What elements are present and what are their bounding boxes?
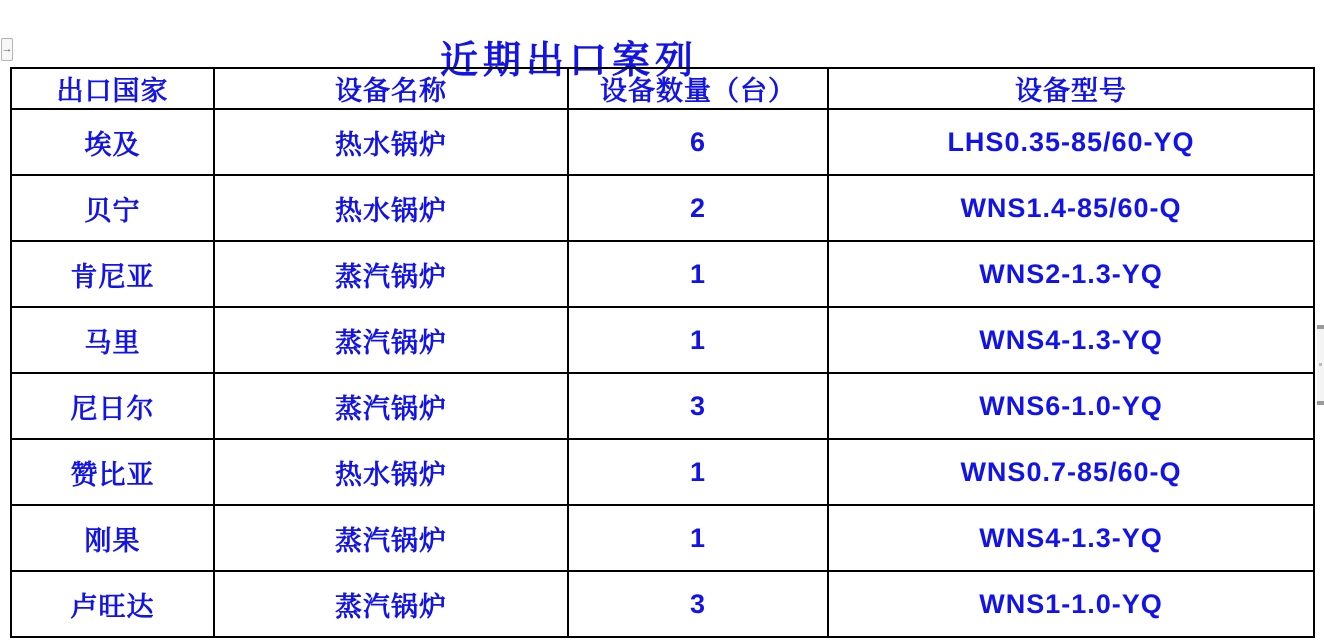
column-header-model: 设备型号	[828, 68, 1314, 109]
scrollbar-top-cap	[1317, 325, 1324, 329]
table-cell: WNS6-1.0-YQ	[828, 373, 1314, 439]
scrollbar-grip-dot	[1319, 363, 1322, 366]
table-cell: 6	[568, 109, 828, 175]
right-arrow-icon: →	[1, 43, 13, 55]
table-body	[11, 109, 1314, 637]
table-cell: 热水锅炉	[214, 439, 568, 505]
table-row	[11, 307, 1314, 373]
table-row	[11, 175, 1314, 241]
table-cell: WNS4-1.3-YQ	[828, 307, 1314, 373]
table-cell: 蒸汽锅炉	[214, 373, 568, 439]
table-cell: 蒸汽锅炉	[214, 307, 568, 373]
table-cell: 蒸汽锅炉	[214, 241, 568, 307]
table-cell: 蒸汽锅炉	[214, 505, 568, 571]
table-row	[11, 571, 1314, 637]
expand-panel-button[interactable]	[1, 38, 13, 61]
table-cell: WNS4-1.3-YQ	[828, 505, 1314, 571]
table-cell: 刚果	[11, 505, 214, 571]
scrollbar-bottom-cap	[1317, 401, 1324, 405]
table-row	[11, 373, 1314, 439]
table-cell: 1	[568, 439, 828, 505]
table-cell: 3	[568, 373, 828, 439]
table-cell: 1	[568, 307, 828, 373]
table-cell: 卢旺达	[11, 571, 214, 637]
table-row	[11, 241, 1314, 307]
table-cell: 赞比亚	[11, 439, 214, 505]
table-cell: 1	[568, 505, 828, 571]
table-cell: 热水锅炉	[214, 175, 568, 241]
table-cell: 3	[568, 571, 828, 637]
table-cell: 埃及	[11, 109, 214, 175]
table-cell: WNS1.4-85/60-Q	[828, 175, 1314, 241]
table-header-row	[11, 68, 1314, 109]
table-row	[11, 109, 1314, 175]
table-cell: 2	[568, 175, 828, 241]
export-cases-table	[10, 67, 1315, 638]
column-header-equipment-name: 设备名称	[214, 68, 568, 109]
table-cell: 1	[568, 241, 828, 307]
vertical-scrollbar-fragment[interactable]	[1317, 325, 1324, 405]
table-cell: 肯尼亚	[11, 241, 214, 307]
table-cell: 热水锅炉	[214, 109, 568, 175]
table-row	[11, 505, 1314, 571]
table-cell: WNS0.7-85/60-Q	[828, 439, 1314, 505]
table-cell: 尼日尔	[11, 373, 214, 439]
page-title: 近期出口案列	[440, 40, 699, 83]
table-cell: 贝宁	[11, 175, 214, 241]
table-cell: 马里	[11, 307, 214, 373]
table-cell: 蒸汽锅炉	[214, 571, 568, 637]
column-header-country: 出口国家	[11, 68, 214, 109]
table-cell: LHS0.35-85/60-YQ	[828, 109, 1314, 175]
table-cell: WNS1-1.0-YQ	[828, 571, 1314, 637]
column-header-quantity: 设备数量（台）	[568, 68, 828, 109]
table-cell: WNS2-1.3-YQ	[828, 241, 1314, 307]
table-row	[11, 439, 1314, 505]
